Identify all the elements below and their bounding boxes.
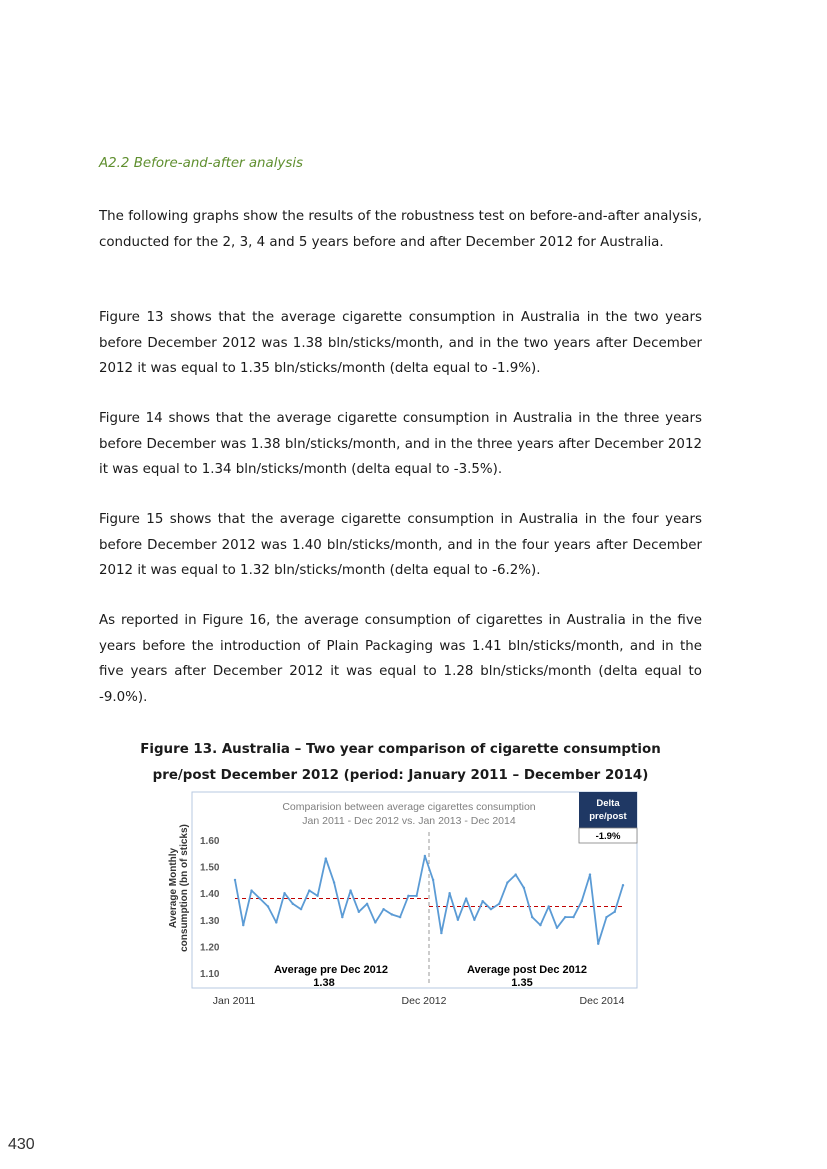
paragraph: Figure 13 shows that the average cigarette consumption in Australia in the two years before December 2012 was 1.38 bln/sticks/month, and in the two years after December 2012 it was equal to 1.35 bln/sticks/month (delta equal to -1.9%). xyxy=(99,310,702,376)
data-point xyxy=(358,911,360,913)
data-point xyxy=(581,900,583,902)
data-point xyxy=(564,916,566,918)
data-point xyxy=(490,908,492,910)
y-tick-label: 1.60 xyxy=(200,836,220,847)
data-point xyxy=(234,879,236,881)
avg-post-value: 1.35 xyxy=(511,977,533,989)
figure-caption-line: Figure 13. Australia – Two year comparison of cigarette consumption xyxy=(140,742,661,757)
delta-header-line: Delta xyxy=(596,798,620,809)
data-point xyxy=(316,895,318,897)
data-point xyxy=(556,927,558,929)
data-point xyxy=(605,916,607,918)
data-point xyxy=(465,897,467,899)
data-point xyxy=(481,900,483,902)
data-point xyxy=(391,913,393,915)
data-point xyxy=(572,916,574,918)
data-point xyxy=(349,889,351,891)
data-point xyxy=(300,908,302,910)
data-point xyxy=(407,895,409,897)
data-point xyxy=(366,903,368,905)
y-axis-label xyxy=(168,824,190,952)
data-point xyxy=(415,895,417,897)
y-tick-label: 1.20 xyxy=(200,942,220,954)
data-point xyxy=(440,932,442,934)
data-point xyxy=(275,921,277,923)
data-point xyxy=(283,892,285,894)
data-point xyxy=(589,873,591,875)
data-point xyxy=(292,903,294,905)
data-point xyxy=(548,905,550,907)
avg-pre-label: Average pre Dec 2012 xyxy=(274,964,388,976)
figure-caption-line: pre/post December 2012 (period: January 2011 – December 2014) xyxy=(152,767,649,783)
data-point xyxy=(597,943,599,945)
paragraph: Figure 15 shows that the average cigarette consumption in Australia in the four years before December 2012 was 1.40 bln/sticks/month, and in the four years after December 2012 it was equal to 1.32 bln/sticks/month (delta equal to -6.2%). xyxy=(99,512,702,578)
data-point xyxy=(250,889,252,891)
avg-pre-value: 1.38 xyxy=(313,977,335,989)
delta-box xyxy=(579,792,637,843)
y-axis-label-line: consumption (bn of sticks) xyxy=(179,824,190,952)
data-point xyxy=(325,857,327,859)
figure-caption xyxy=(99,737,702,788)
data-point xyxy=(259,897,261,899)
data-point xyxy=(473,919,475,921)
y-tick-label: 1.30 xyxy=(200,915,220,927)
paragraph: Figure 14 shows that the average cigarette consumption in Australia in the three years before December was 1.38 bln/sticks/month, and in the three years after December 2012 it was equal to 1.34 bln/sticks/month (delta equal to -3.5%). xyxy=(99,411,702,477)
data-point xyxy=(382,908,384,910)
y-tick-label: 1.10 xyxy=(200,969,220,980)
data-point xyxy=(374,921,376,923)
consumption-chart xyxy=(160,788,640,1013)
data-point xyxy=(514,873,516,875)
x-label-start: Jan 2011 xyxy=(212,995,256,1007)
page-number: 430 xyxy=(8,1136,35,1153)
delta-value: -1.9% xyxy=(595,831,621,842)
data-point xyxy=(424,855,426,857)
data-point xyxy=(523,887,525,889)
data-point xyxy=(308,889,310,891)
x-label-mid: Dec 2012 xyxy=(401,995,447,1007)
data-point xyxy=(242,924,244,926)
data-point xyxy=(498,903,500,905)
paragraph: The following graphs show the results of the robustness test on before-and-after analysis, conducted for the 2, 3, 4 and 5 years before and after December 2012 for Australia. xyxy=(99,209,702,250)
chart-title: Comparision between average cigarettes consumption xyxy=(282,801,536,813)
x-label-end: Dec 2014 xyxy=(579,995,625,1007)
data-point xyxy=(432,879,434,881)
data-point xyxy=(457,919,459,921)
section-title: A2.2 Before-and-after analysis xyxy=(99,156,304,171)
y-tick-label: 1.40 xyxy=(200,889,220,901)
data-point xyxy=(539,924,541,926)
data-point xyxy=(622,884,624,886)
data-point xyxy=(341,916,343,918)
paragraph: As reported in Figure 16, the average consumption of cigarettes in Australia in the five years before the introduction of Plain Packaging was 1.41 bln/sticks/month, and in the five years after December 2012 it was equal to 1.28 bln/sticks/month (delta equal to -9.0%). xyxy=(99,613,702,705)
delta-header-line: pre/post xyxy=(589,811,627,822)
data-point xyxy=(614,911,616,913)
data-point xyxy=(333,881,335,883)
data-point xyxy=(531,916,533,918)
y-axis-label-line: Average Monthly xyxy=(168,847,179,929)
data-point xyxy=(267,905,269,907)
chart-subtitle: Jan 2011 - Dec 2012 vs. Jan 2013 - Dec 2014 xyxy=(302,815,516,827)
data-point xyxy=(399,916,401,918)
y-tick-label: 1.50 xyxy=(200,862,220,874)
avg-post-label: Average post Dec 2012 xyxy=(466,964,588,976)
data-point xyxy=(506,881,508,883)
data-point xyxy=(448,892,450,894)
